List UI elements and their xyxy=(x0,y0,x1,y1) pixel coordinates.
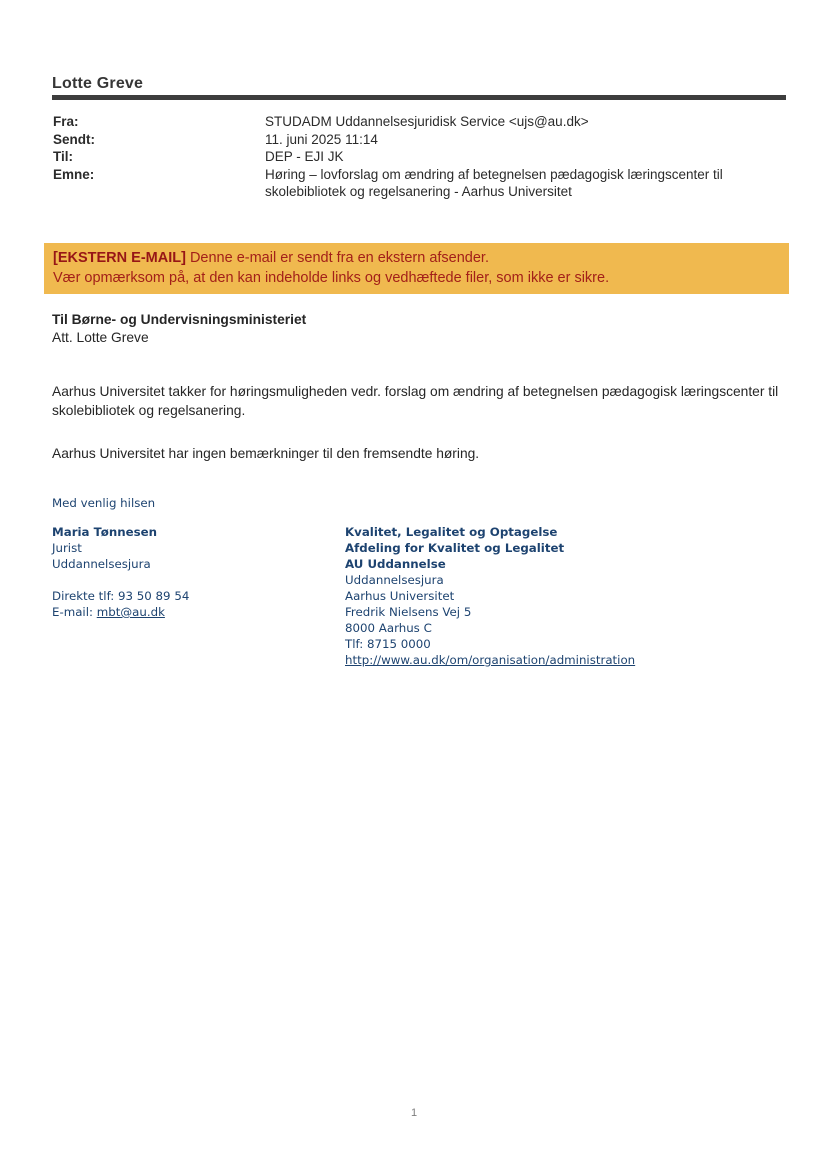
signature-greeting: Med venlig hilsen xyxy=(52,496,156,510)
org-street: Fredrik Nielsens Vej 5 xyxy=(345,605,472,619)
from-value: STUDADM Uddannelsesjuridisk Service <ujs@au.dk> xyxy=(265,114,589,129)
signature-organisation xyxy=(345,524,705,668)
body-paragraph-1: Aarhus Universitet takker for høringsmuligheden vedr. forslag om ændring af betegnelsen pædagogisk læringscenter til skolebibliotek og regelsanering. xyxy=(52,384,779,418)
warning-text-1: Denne e-mail er sendt fra en ekstern afsender. xyxy=(189,250,489,266)
sender-phone: Direkte tlf: 93 50 89 54 xyxy=(52,589,190,603)
to-label: Til: xyxy=(53,149,73,165)
sender-name: Maria Tønnesen xyxy=(52,525,158,539)
subject-value: Høring – lovforslag om ændring af betegnelsen pædagogisk læringscenter til skolebibliotek og regelsanering - Aarhus Universitet xyxy=(265,166,723,200)
sent-label: Sendt: xyxy=(53,131,95,147)
recipient-block xyxy=(52,311,787,347)
page-title: Lotte Greve xyxy=(52,75,144,92)
org-city: 8000 Aarhus C xyxy=(345,621,432,635)
page-number: 1 xyxy=(410,1107,418,1119)
to-value: DEP - EJI JK xyxy=(265,149,344,165)
recipient-ministry: Til Børne- og Undervisningsministeriet xyxy=(52,312,307,327)
title-divider xyxy=(52,95,786,100)
body-paragraph-2: Aarhus Universitet har ingen bemærkninger til den fremsendte høring. xyxy=(52,446,480,461)
org-section: AU Uddannelse xyxy=(345,557,446,571)
from-label: Fra: xyxy=(53,114,79,129)
org-department: Afdeling for Kvalitet og Legalitet xyxy=(345,541,565,555)
signature-sender xyxy=(52,524,332,620)
org-phone: Tlf: 8715 0000 xyxy=(345,637,431,651)
recipient-attention: Att. Lotte Greve xyxy=(52,330,149,345)
email-label: E-mail: xyxy=(52,605,93,619)
mail-header xyxy=(53,113,785,201)
org-unit: Uddannelsesjura xyxy=(345,573,444,587)
sender-email-line xyxy=(52,604,332,620)
warning-line-2: Vær opmærksom på, at den kan indeholde links og vedhæftede filer, som ikke er sikre. xyxy=(53,270,610,286)
sent-value: 11. juni 2025 11:14 xyxy=(265,131,378,147)
sender-role: Jurist xyxy=(52,541,82,555)
org-division: Kvalitet, Legalitet og Optagelse xyxy=(345,525,558,539)
org-website-link[interactable]: http://www.au.dk/om/organisation/administration xyxy=(345,653,636,667)
signature-spacer xyxy=(52,572,332,588)
subject-label: Emne: xyxy=(53,166,95,182)
external-email-warning-banner xyxy=(44,243,789,294)
sender-unit: Uddannelsesjura xyxy=(52,557,151,571)
org-institution: Aarhus Universitet xyxy=(345,589,455,603)
email-link[interactable]: mbt@au.dk xyxy=(96,605,165,619)
warning-line-1 xyxy=(53,248,779,268)
warning-prefix: [EKSTERN E-MAIL] xyxy=(53,250,186,266)
